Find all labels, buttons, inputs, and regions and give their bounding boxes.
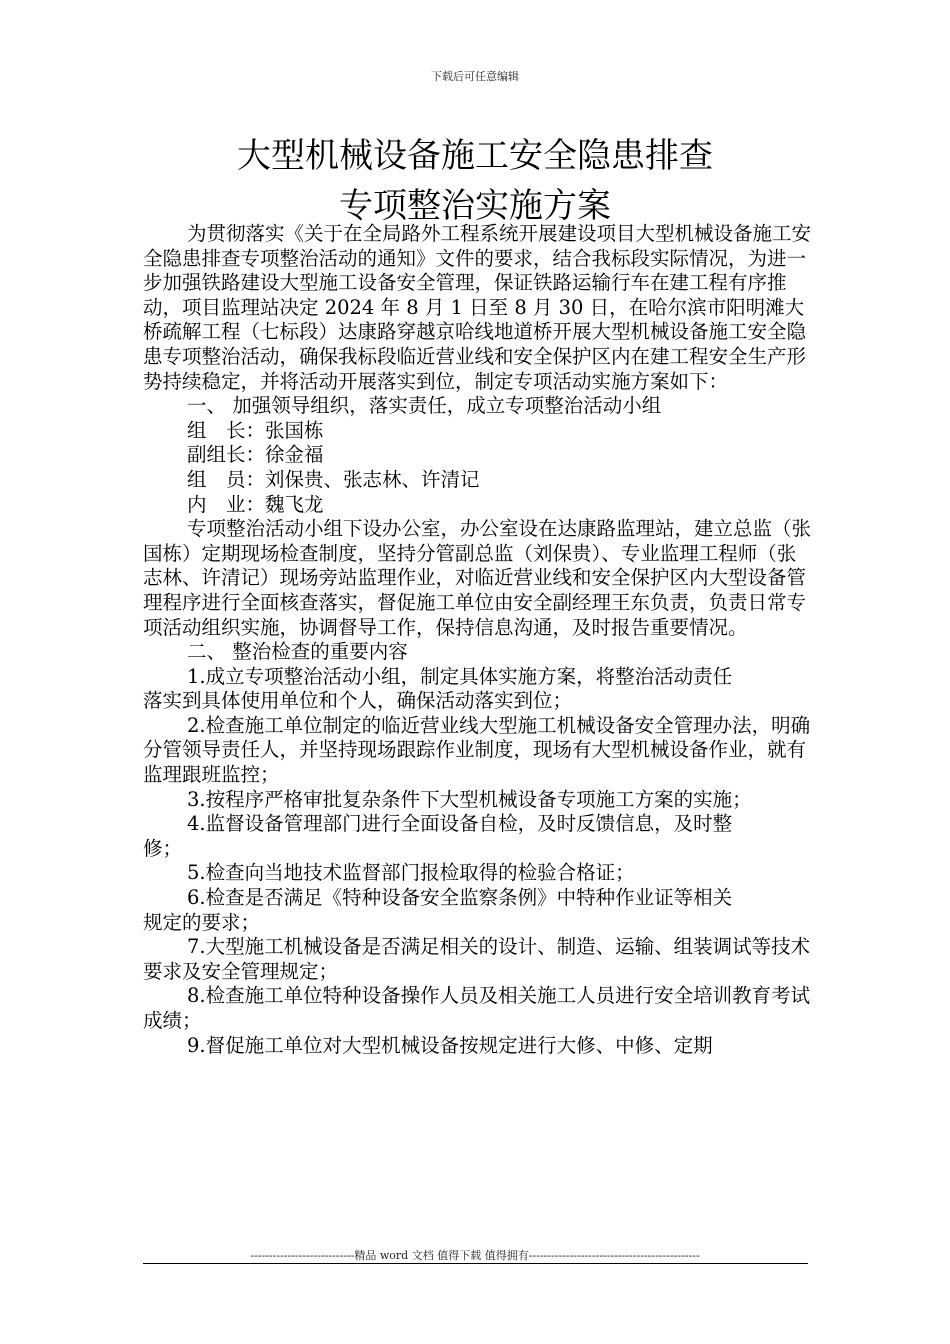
list-item-1-continuation: 落实到具体使用单位和个人，确保活动落实到位； — [143, 689, 573, 713]
footer-text: ----------------------------精品 word 文档 值得下载 值得拥有---------------------------------------------- — [250, 1249, 700, 1262]
list-item-8: 8.检查施工单位特种设备操作人员及相关施工人员进行安全培训教育考试成绩； — [143, 984, 811, 1032]
list-item-4-continuation: 修； — [143, 836, 183, 860]
footer-divider — [143, 1263, 808, 1264]
document-title-line-1: 大型机械设备施工安全隐患排查 — [237, 136, 713, 176]
list-item-9: 9.督促施工单位对大型机械设备按规定进行大修、中修、定期 — [187, 1033, 713, 1057]
header-note: 下载后可任意编辑 — [431, 70, 519, 83]
document-body — [143, 222, 813, 1058]
section-heading-2: 二、 整治检查的重要内容 — [187, 640, 408, 664]
intro-paragraph: 为贯彻落实《关于在全局路外工程系统开展建设项目大型机械设备施工安全隐患排查专项整治活动的通知》文件的要求，结合我标段实际情况，为进一步加强铁路建设大型施工设备安全管理，保证铁路运输行车在建工程有序推动，项目监理站决定 2024 年 8 月 1 日至 8 月 30 日，在哈尔滨市阳明滩大桥疏解工程（七标段）达康路穿越京哈线地道桥开展大型机械设备施工安全隐患专项整治活动，确保我标段临近营业线和安全保护区内在建工程安全生产形势持续稳定，并将活动开展落实到位，制定专项活动实施方案如下： — [143, 222, 812, 393]
office-paragraph: 专项整治活动小组下设办公室，办公室设在达康路监理站，建立总监（张国栋）定期现场检查制度，坚持分管副总监（刘保贵）、专业监理工程师（张志林、许清记）现场旁站监理作业，对临近营业线和安全保护区内大型设备管理程序进行全面核查落实，督促施工单位由安全副经理王东负责，负责日常专项活动组织实施，协调督导工作，保持信息沟通，及时报告重要情况。 — [143, 517, 812, 639]
list-item-1: 1.成立专项整治活动小组，制定具体实施方案，将整治活动责任 — [187, 664, 733, 688]
section-heading-1: 一、 加强领导组织，落实责任，成立专项整治活动小组 — [187, 394, 662, 418]
list-item-6-continuation: 规定的要求； — [143, 910, 261, 934]
list-item-6: 6.检查是否满足《特种设备安全监察条例》中特种作业证等相关 — [187, 886, 733, 910]
team-members-line: 组 员：刘保贵、张志林、许清记 — [187, 467, 480, 491]
list-item-2: 2.检查施工单位制定的临近营业线大型施工机械设备安全管理办法，明确分管领导责任人，并坚持现场跟踪作业制度，现场有大型机械设备作业，就有监理跟班监控； — [143, 713, 811, 787]
office-staff-line: 内 业：魏飞龙 — [187, 492, 324, 516]
team-leader-line: 组 长：张国栋 — [187, 418, 324, 442]
list-item-3: 3.按程序严格审批复杂条件下大型机械设备专项施工方案的实施； — [187, 787, 752, 811]
list-item-4: 4.监督设备管理部门进行全面设备自检，及时反馈信息，及时整 — [187, 812, 733, 836]
deputy-leader-line: 副组长：徐金福 — [187, 443, 324, 467]
document-title-line-2: 专项整治实施方案 — [339, 186, 611, 226]
list-item-7: 7.大型施工机械设备是否满足相关的设计、制造、运输、组装调试等技术要求及安全管理规定； — [143, 935, 811, 983]
list-item-5: 5.检查向当地技术监督部门报检取得的检验合格证； — [187, 861, 635, 885]
